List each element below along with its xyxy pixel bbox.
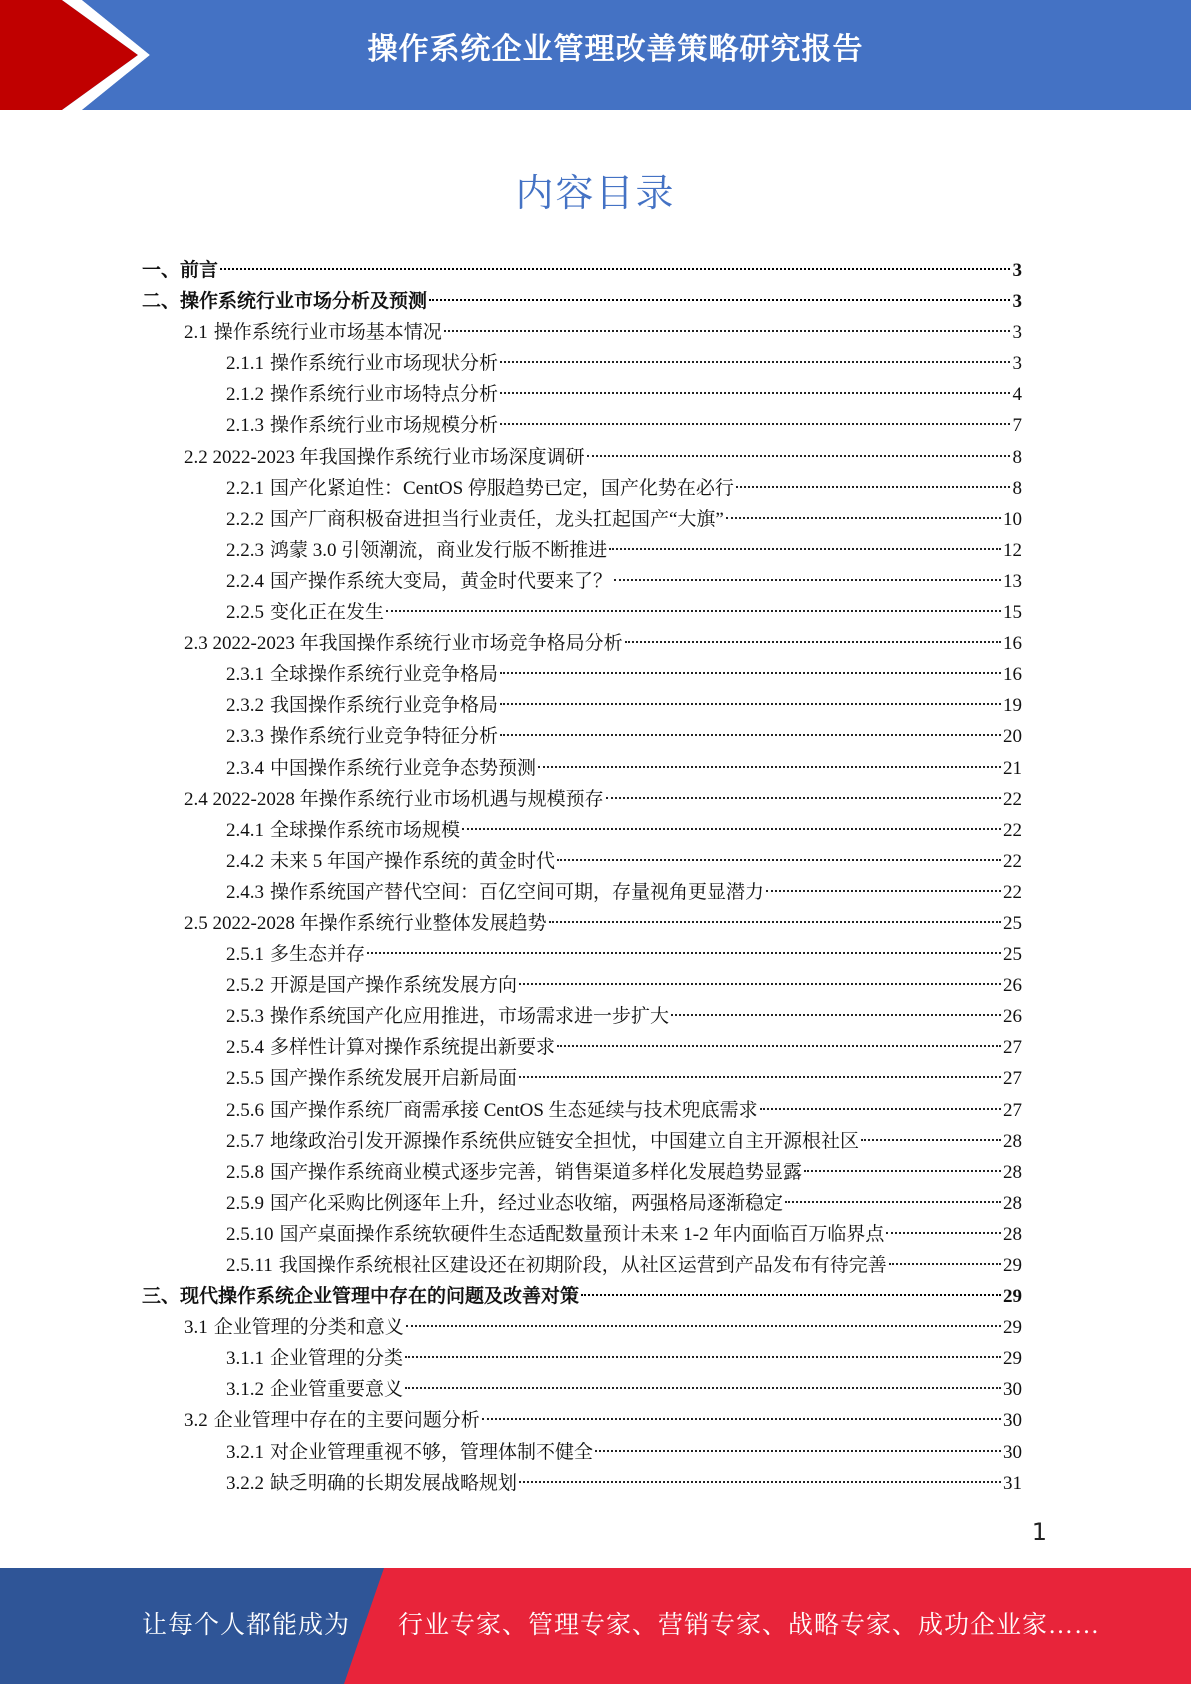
toc-entry-label: 2.2 2022-2023 年我国操作系统行业市场深度调研 [184,446,585,468]
toc-dot-leader [760,1108,1001,1110]
toc-entry-label: 2.5 2022-2028 年操作系统行业整体发展趋势 [184,912,547,934]
toc-entry[interactable] [142,1157,1022,1188]
toc-entry-number: 2.1.2 [226,384,264,406]
toc-entry-page: 28 [1003,1192,1022,1214]
toc-dot-leader [500,361,1010,363]
toc-entry[interactable] [142,1032,1022,1063]
toc-entry-number: 2.5.10 [226,1223,274,1245]
toc-entry-label: 二、操作系统行业市场分析及预测 [142,291,428,313]
toc-entry-label: 企业管理的分类和意义 [213,1317,404,1339]
toc-entry-page: 13 [1003,570,1022,592]
toc-entry-label: 国产化采购比例逐年上升，经过业态收缩，两强格局逐渐稳定 [270,1192,784,1214]
toc-entry[interactable] [142,597,1022,628]
toc-dot-leader [405,1356,1001,1358]
toc-dot-leader [587,455,1010,457]
toc-entry-page: 28 [1003,1223,1022,1245]
toc-entry-page: 20 [1003,726,1022,748]
toc-dot-leader [444,330,1010,332]
toc-entry-number: 2.2.3 [226,539,264,561]
toc-entry[interactable] [142,1219,1022,1250]
toc-entry-number: 2.2.4 [226,570,264,592]
toc-dot-leader [519,983,1001,985]
toc-entry-number: 2.5.9 [226,1192,264,1214]
toc-entry-label: 企业管理的分类 [270,1348,404,1370]
toc-entry[interactable] [142,1250,1022,1281]
toc-entry[interactable] [142,566,1022,597]
toc-entry-number: 2.4.1 [226,819,264,841]
table-of-contents [142,255,1022,1499]
toc-dot-leader [625,641,1001,643]
toc-dot-leader [861,1139,1001,1141]
toc-entry-page: 19 [1003,695,1022,717]
toc-entry-label: 2.4 2022-2028 年操作系统行业市场机遇与规模预存 [184,788,604,810]
toc-entry-page: 21 [1003,757,1022,779]
toc-entry[interactable] [142,504,1022,535]
toc-entry-label: 开源是国产操作系统发展方向 [270,975,518,997]
toc-entry-label: 国产操作系统厂商需承接 CentOS 生态延续与技术兜底需求 [270,1099,758,1121]
toc-entry-label: 操作系统国产化应用推进，市场需求进一步扩大 [270,1006,670,1028]
toc-dot-leader [500,734,1001,736]
report-title: 操作系统企业管理改善策略研究报告 [367,32,864,67]
toc-entry-page: 31 [1003,1472,1022,1494]
footer-slogan-right: 行业专家、管理专家、营销专家、战略专家、成功企业家…… [398,1612,1101,1639]
toc-entry-number: 3.2 [184,1410,208,1432]
toc-entry-label: 2.3 2022-2023 年我国操作系统行业市场竞争格局分析 [184,633,623,655]
toc-entry-label: 对企业管理重视不够，管理体制不健全 [270,1441,594,1463]
toc-entry-page: 10 [1003,508,1022,530]
toc-entry[interactable] [142,1001,1022,1032]
toc-entry-number: 2.5.6 [226,1099,264,1121]
toc-dot-leader [482,1418,1001,1420]
toc-entry-number: 2.2.1 [226,477,264,499]
toc-entry-label: 国产厂商积极奋进担当行业责任，龙头扛起国产“大旗” [270,508,724,530]
toc-entry-number: 2.5.4 [226,1037,264,1059]
toc-entry-page: 30 [1003,1379,1022,1401]
toc-entry-label: 操作系统行业市场基本情况 [213,322,442,344]
toc-entry-page: 29 [1003,1317,1022,1339]
toc-entry-label: 多生态并存 [270,944,366,966]
toc-entry-number: 2.3.2 [226,695,264,717]
toc-entry-number: 2.5.7 [226,1130,264,1152]
toc-dot-leader [736,486,1010,488]
toc-entry-number: 2.1.1 [226,353,264,375]
toc-dot-leader [606,797,1001,799]
toc-entry-page: 12 [1003,539,1022,561]
toc-entry[interactable] [142,442,1022,473]
toc-entry-label: 操作系统行业市场特点分析 [270,384,499,406]
toc-entry[interactable] [142,753,1022,784]
toc-entry-label: 鸿蒙 3.0 引领潮流，商业发行版不断推进 [270,539,608,561]
toc-entry-label: 国产桌面操作系统软硬件生态适配数量预计未来 1-2 年内面临百万临界点 [279,1223,885,1245]
toc-entry[interactable] [142,1312,1022,1343]
toc-entry-label: 国产操作系统大变局，黄金时代要来了？ [270,570,613,592]
toc-entry-label: 变化正在发生 [270,602,385,624]
toc-entry-number: 2.5.2 [226,975,264,997]
toc-dot-leader [766,890,1001,892]
toc-entry[interactable] [142,1188,1022,1219]
toc-entry[interactable] [142,1063,1022,1094]
toc-entry[interactable] [142,317,1022,348]
toc-entry[interactable] [142,379,1022,410]
toc-dot-leader [519,1481,1001,1483]
toc-entry-number: 2.5.1 [226,944,264,966]
toc-entry-page: 16 [1003,633,1022,655]
toc-entry-page: 25 [1003,944,1022,966]
toc-entry-page: 27 [1003,1099,1022,1121]
toc-entry-page: 16 [1003,664,1022,686]
toc-entry-label: 地缘政治引发开源操作系统供应链安全担忧，中国建立自主开源根社区 [270,1130,860,1152]
toc-entry-label: 我国操作系统根社区建设还在初期阶段，从社区运营到产品发布有待完善 [278,1255,887,1276]
toc-entry[interactable] [142,255,1022,286]
toc-entry[interactable] [142,473,1022,504]
toc-entry-page: 26 [1003,975,1022,997]
toc-dot-leader [609,548,1001,550]
toc-entry-page: 3 [1012,260,1022,281]
toc-dot-leader [519,1076,1001,1078]
toc-entry-label: 国产化紧迫性：CentOS 停服趋势已定，国产化势在必行 [270,477,734,499]
toc-entry-number: 2.2.2 [226,508,264,530]
toc-entry-number: 3.1.1 [226,1348,264,1370]
toc-dot-leader [595,1450,1001,1452]
toc-entry[interactable] [142,1126,1022,1157]
toc-entry-label: 中国操作系统行业竞争态势预测 [270,757,537,779]
toc-entry-page: 7 [1012,415,1022,437]
toc-entry-page: 29 [1003,1255,1022,1276]
toc-entry-label: 操作系统国产替代空间：百亿空间可期，存量视角更显潜力 [270,881,765,903]
toc-entry[interactable] [142,1405,1022,1436]
toc-entry-page: 30 [1003,1441,1022,1463]
toc-dot-leader [557,859,1001,861]
toc-entry[interactable] [142,286,1022,317]
toc-entry-number: 3.2.2 [226,1472,264,1494]
toc-entry-label: 缺乏明确的长期发展战略规划 [270,1472,518,1494]
toc-dot-leader [462,828,1001,830]
toc-entry[interactable] [142,846,1022,877]
toc-entry[interactable] [142,1343,1022,1374]
toc-entry-page: 22 [1003,819,1022,841]
toc-dot-leader [500,392,1010,394]
toc-dot-leader [886,1232,1001,1234]
toc-entry[interactable] [142,1281,1022,1312]
toc-entry-label: 企业管理中存在的主要问题分析 [213,1410,480,1432]
toc-entry-label: 企业管重要意义 [270,1379,404,1401]
toc-entry-page: 22 [1003,788,1022,810]
toc-entry[interactable] [142,908,1022,939]
toc-entry-number: 3.2.1 [226,1441,264,1463]
toc-entry-page: 3 [1012,291,1022,313]
toc-entry[interactable] [142,410,1022,441]
toc-dot-leader [367,952,1001,954]
toc-dot-leader [726,517,1001,519]
toc-entry-number: 2.2.5 [226,602,264,624]
toc-dot-leader [405,1387,1001,1389]
toc-dot-leader [500,703,1001,705]
toc-entry[interactable] [142,939,1022,970]
toc-entry-page: 3 [1012,353,1022,375]
toc-entry-page: 29 [1003,1286,1022,1308]
toc-dot-leader [614,579,1001,581]
toc-entry-number: 3.1.2 [226,1379,264,1401]
toc-entry[interactable] [142,784,1022,815]
toc-dot-leader [500,672,1001,674]
toc-entry-page: 27 [1003,1037,1022,1059]
toc-entry-number: 2.5.5 [226,1068,264,1090]
toc-dot-leader [406,1325,1001,1327]
toc-entry-label: 全球操作系统市场规模 [270,819,461,841]
toc-entry-page: 28 [1003,1161,1022,1183]
toc-dot-leader [429,299,1010,301]
page-header [0,0,1191,110]
toc-entry-number: 2.5.3 [226,1006,264,1028]
toc-dot-leader [804,1170,1001,1172]
toc-entry-page: 3 [1012,322,1022,344]
toc-entry-label: 我国操作系统行业竞争格局 [270,695,499,717]
toc-entry-page: 27 [1003,1068,1022,1090]
toc-entry-label: 多样性计算对操作系统提出新要求 [270,1037,556,1059]
toc-entry-page: 8 [1012,477,1022,499]
toc-entry[interactable] [142,815,1022,846]
toc-entry-number: 2.4.3 [226,881,264,903]
toc-entry-number: 2.3.4 [226,757,264,779]
toc-entry[interactable] [142,721,1022,752]
toc-entry-page: 26 [1003,1006,1022,1028]
toc-entry-page: 15 [1003,602,1022,624]
toc-entry[interactable] [142,970,1022,1001]
toc-entry-page: 8 [1012,446,1022,468]
toc-entry-label: 全球操作系统行业竞争格局 [270,664,499,686]
page-number: 1 [1031,1518,1047,1546]
toc-entry-label: 一、前言 [142,260,219,281]
toc-entry[interactable] [142,348,1022,379]
toc-entry-number: 2.3.3 [226,726,264,748]
toc-entry-page: 29 [1003,1348,1022,1370]
toc-dot-leader [671,1014,1001,1016]
toc-dot-leader [581,1294,1001,1296]
toc-entry-number: 2.5.11 [226,1255,273,1276]
toc-entry[interactable] [142,1437,1022,1468]
toc-entry-label: 国产操作系统发展开启新局面 [270,1068,518,1090]
toc-entry[interactable] [142,1468,1022,1499]
toc-entry-page: 22 [1003,881,1022,903]
toc-dot-leader [785,1201,1001,1203]
toc-heading: 内容目录 [515,171,676,215]
toc-entry[interactable] [142,1095,1022,1126]
toc-dot-leader [557,1045,1001,1047]
footer-slogan-left: 让每个人都能成为 [142,1612,351,1639]
toc-entry-page: 30 [1003,1410,1022,1432]
toc-dot-leader [386,610,1001,612]
toc-dot-leader [538,766,1001,768]
toc-dot-leader [220,268,1010,270]
toc-entry-number: 2.4.2 [226,850,264,872]
toc-entry-label: 操作系统行业竞争特征分析 [270,726,499,748]
toc-entry-label: 三、现代操作系统企业管理中存在的问题及改善对策 [142,1286,580,1308]
toc-entry-page: 25 [1003,912,1022,934]
toc-entry-number: 3.1 [184,1317,208,1339]
toc-entry-label: 操作系统行业市场规模分析 [270,415,499,437]
toc-entry-label: 国产操作系统商业模式逐步完善，销售渠道多样化发展趋势显露 [270,1161,803,1183]
toc-entry-page: 4 [1012,384,1022,406]
toc-dot-leader [549,921,1001,923]
toc-entry-number: 2.5.8 [226,1161,264,1183]
toc-entry-number: 2.3.1 [226,664,264,686]
toc-entry-number: 2.1.3 [226,415,264,437]
toc-entry[interactable] [142,535,1022,566]
toc-entry-label: 操作系统行业市场现状分析 [270,353,499,375]
toc-dot-leader [889,1263,1001,1265]
toc-entry[interactable] [142,659,1022,690]
toc-dot-leader [500,423,1010,425]
toc-entry[interactable] [142,1374,1022,1405]
toc-entry[interactable] [142,690,1022,721]
toc-entry[interactable] [142,628,1022,659]
toc-entry-number: 2.1 [184,322,208,344]
toc-entry-label: 未来 5 年国产操作系统的黄金时代 [270,850,556,872]
toc-entry-page: 22 [1003,850,1022,872]
toc-entry[interactable] [142,877,1022,908]
toc-entry-page: 28 [1003,1130,1022,1152]
